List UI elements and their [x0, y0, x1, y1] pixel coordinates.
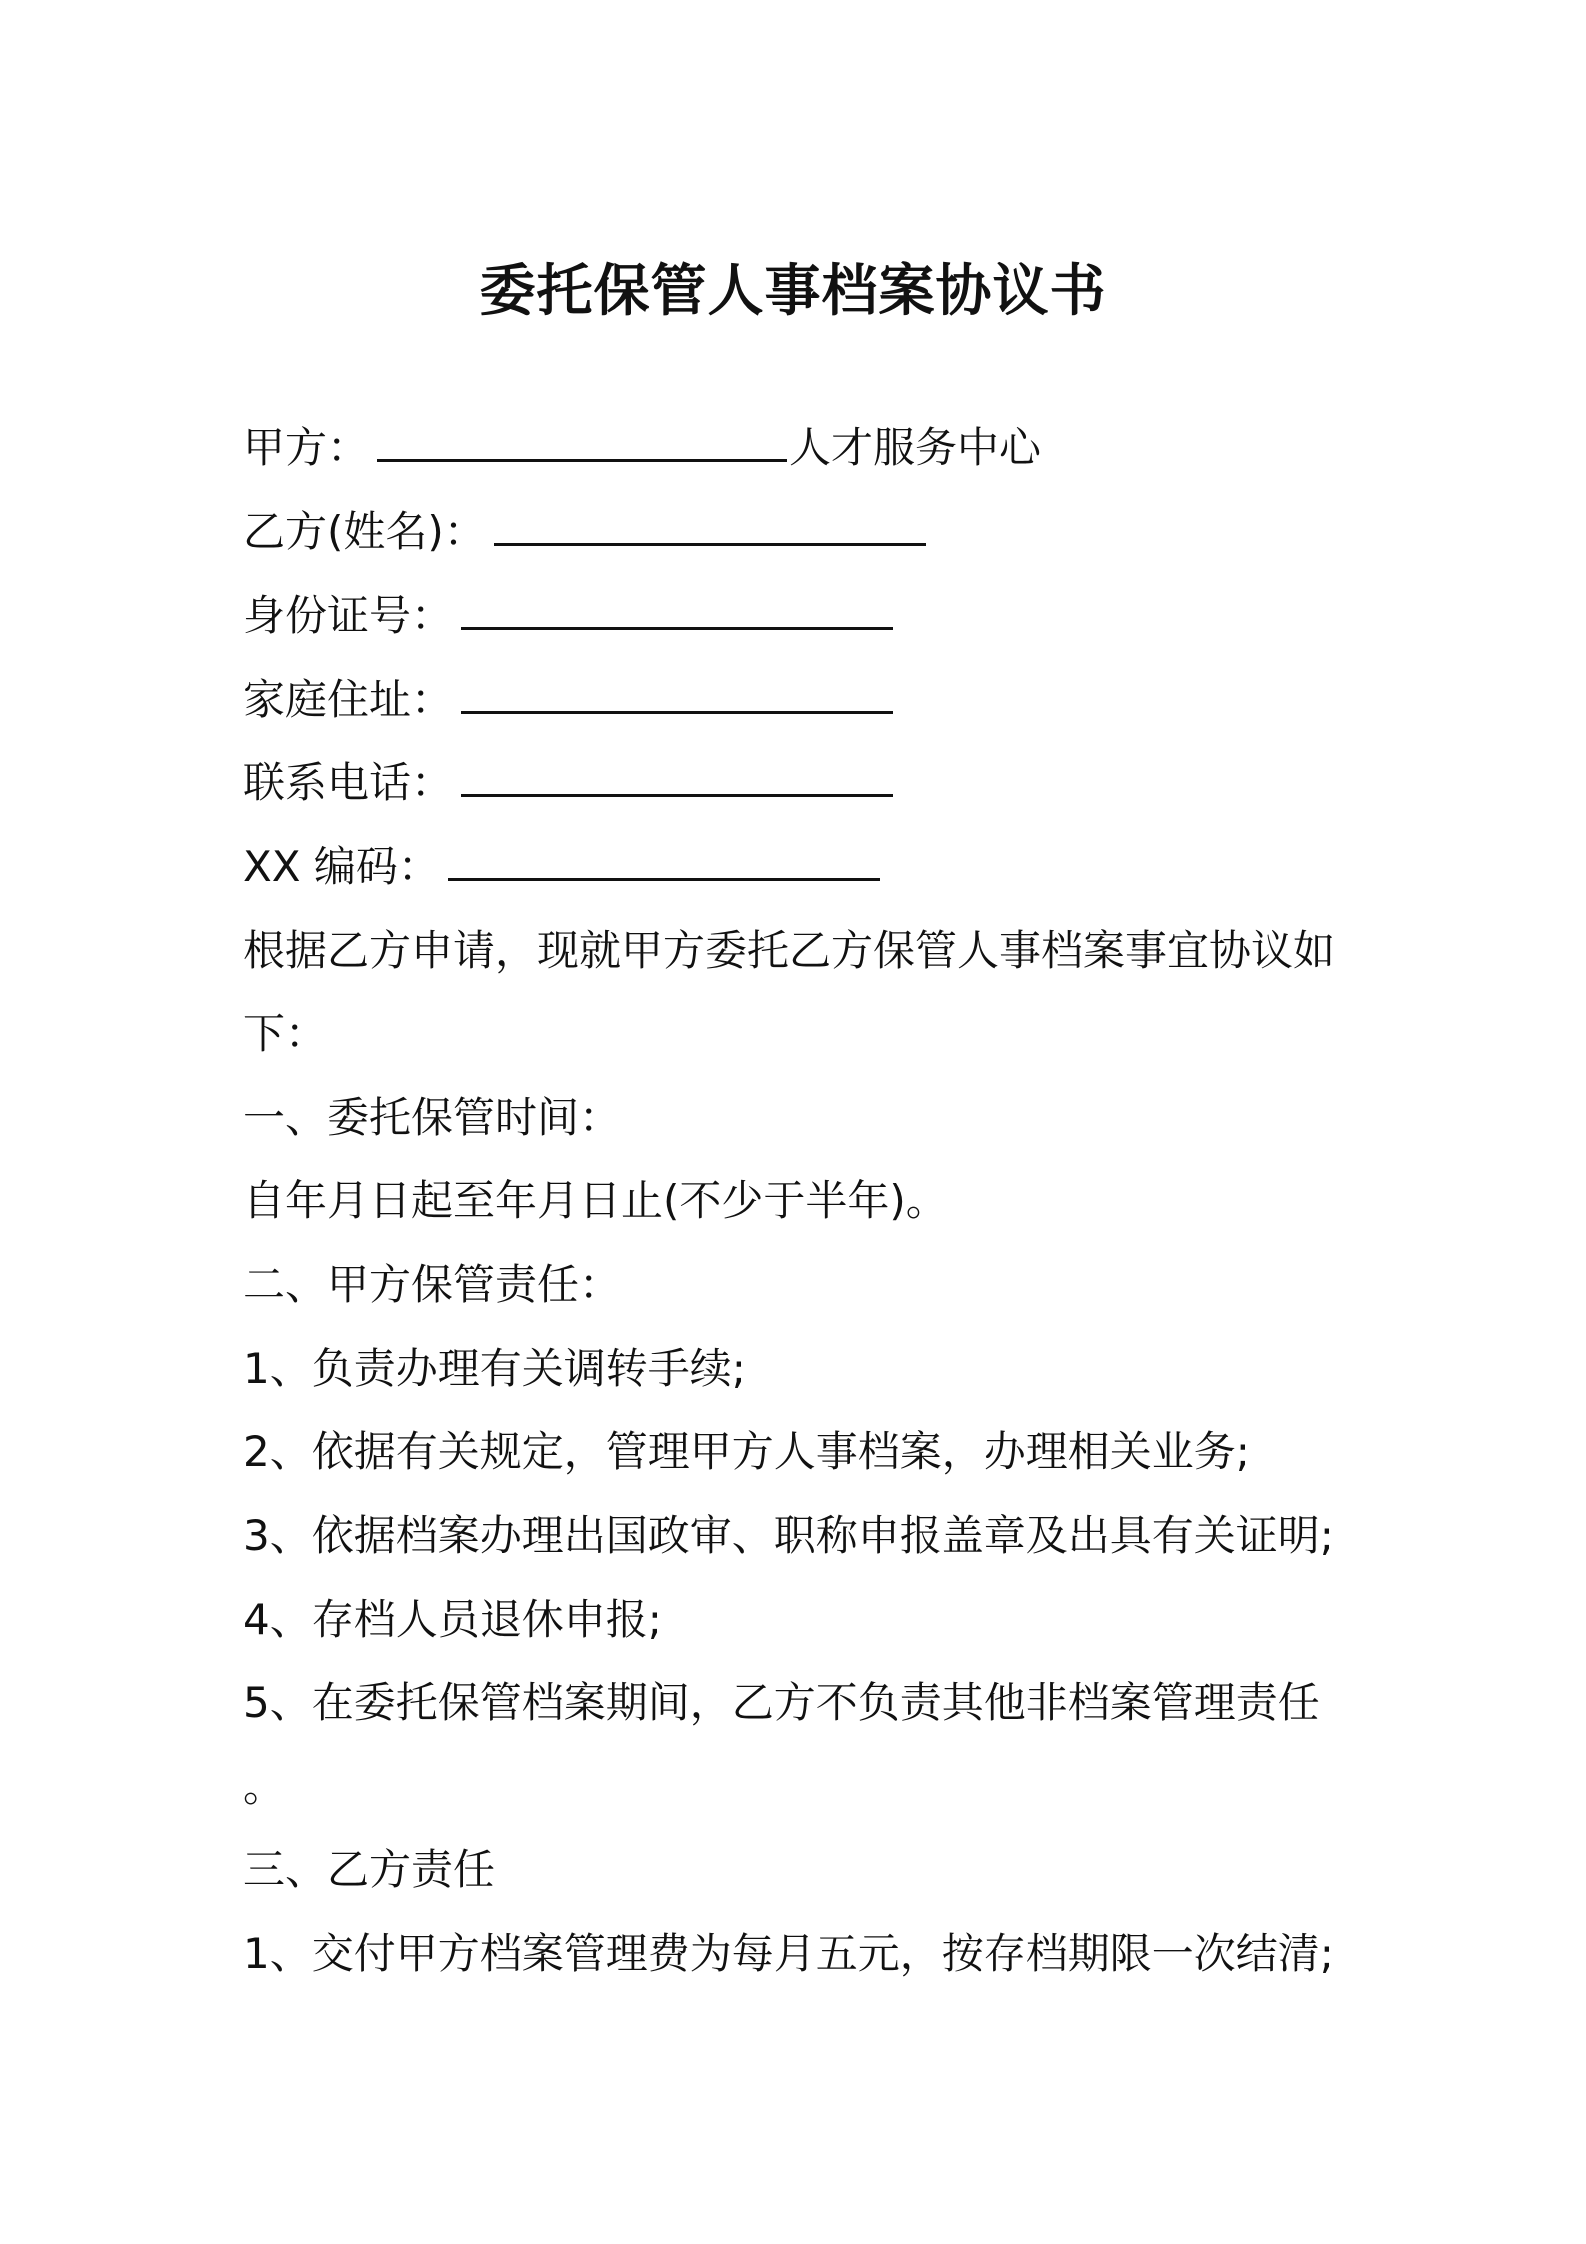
- phone-label: 联系电话：: [243, 758, 454, 807]
- intro-line-2: 下：: [243, 1009, 328, 1058]
- section-3-title: 三、乙方责任: [243, 1845, 496, 1894]
- party-a-line: [243, 418, 1041, 478]
- code-blank: [448, 840, 880, 881]
- party-a-blank: [377, 421, 787, 462]
- intro-line-1: 根据乙方申请，现就甲方委托乙方保管人事档案事宜协议如: [243, 926, 1336, 975]
- party-b-line: [243, 502, 928, 562]
- section-2-title: 二、甲方保管责任：: [243, 1260, 622, 1309]
- section-3-item-1: 1、交付甲方档案管理费为每月五元，按存档期限一次结清;: [243, 1929, 1334, 1978]
- party-b-blank: [494, 505, 926, 546]
- address-line: [243, 670, 895, 730]
- section-2-item-2: 2、依据有关规定，管理甲方人事档案，办理相关业务;: [243, 1427, 1250, 1476]
- section-1-text: 自年月日起至年月日止(不少于半年)。: [243, 1176, 948, 1225]
- section-2-item-3: 3、依据档案办理出国政审、职称申报盖章及出具有关证明;: [243, 1511, 1334, 1560]
- party-b-label: 乙方(姓名)：: [243, 507, 486, 556]
- section-2-item-1: 1、负责办理有关调转手续;: [243, 1344, 746, 1393]
- section-2-item-4: 4、存档人员退休申报;: [243, 1595, 662, 1644]
- id-number-label: 身份证号：: [243, 591, 454, 640]
- id-number-line: [243, 586, 895, 646]
- phone-blank: [461, 756, 893, 797]
- address-label: 家庭住址：: [243, 675, 454, 724]
- address-blank: [461, 673, 893, 714]
- section-2-item-5-continuation: 。: [243, 1762, 286, 1811]
- id-number-blank: [461, 589, 893, 630]
- section-1-title: 一、委托保管时间：: [243, 1093, 622, 1142]
- party-a-label: 甲方：: [243, 423, 370, 472]
- section-2-item-5: 5、在委托保管档案期间，乙方不负责其他非档案管理责任: [243, 1678, 1320, 1727]
- party-a-suffix: 人才服务中心: [789, 423, 1042, 472]
- document-title: 委托保管人事档案协议书: [479, 259, 1107, 324]
- code-label: XX 编码：: [243, 842, 440, 891]
- phone-line: [243, 753, 895, 813]
- code-line: [243, 837, 882, 897]
